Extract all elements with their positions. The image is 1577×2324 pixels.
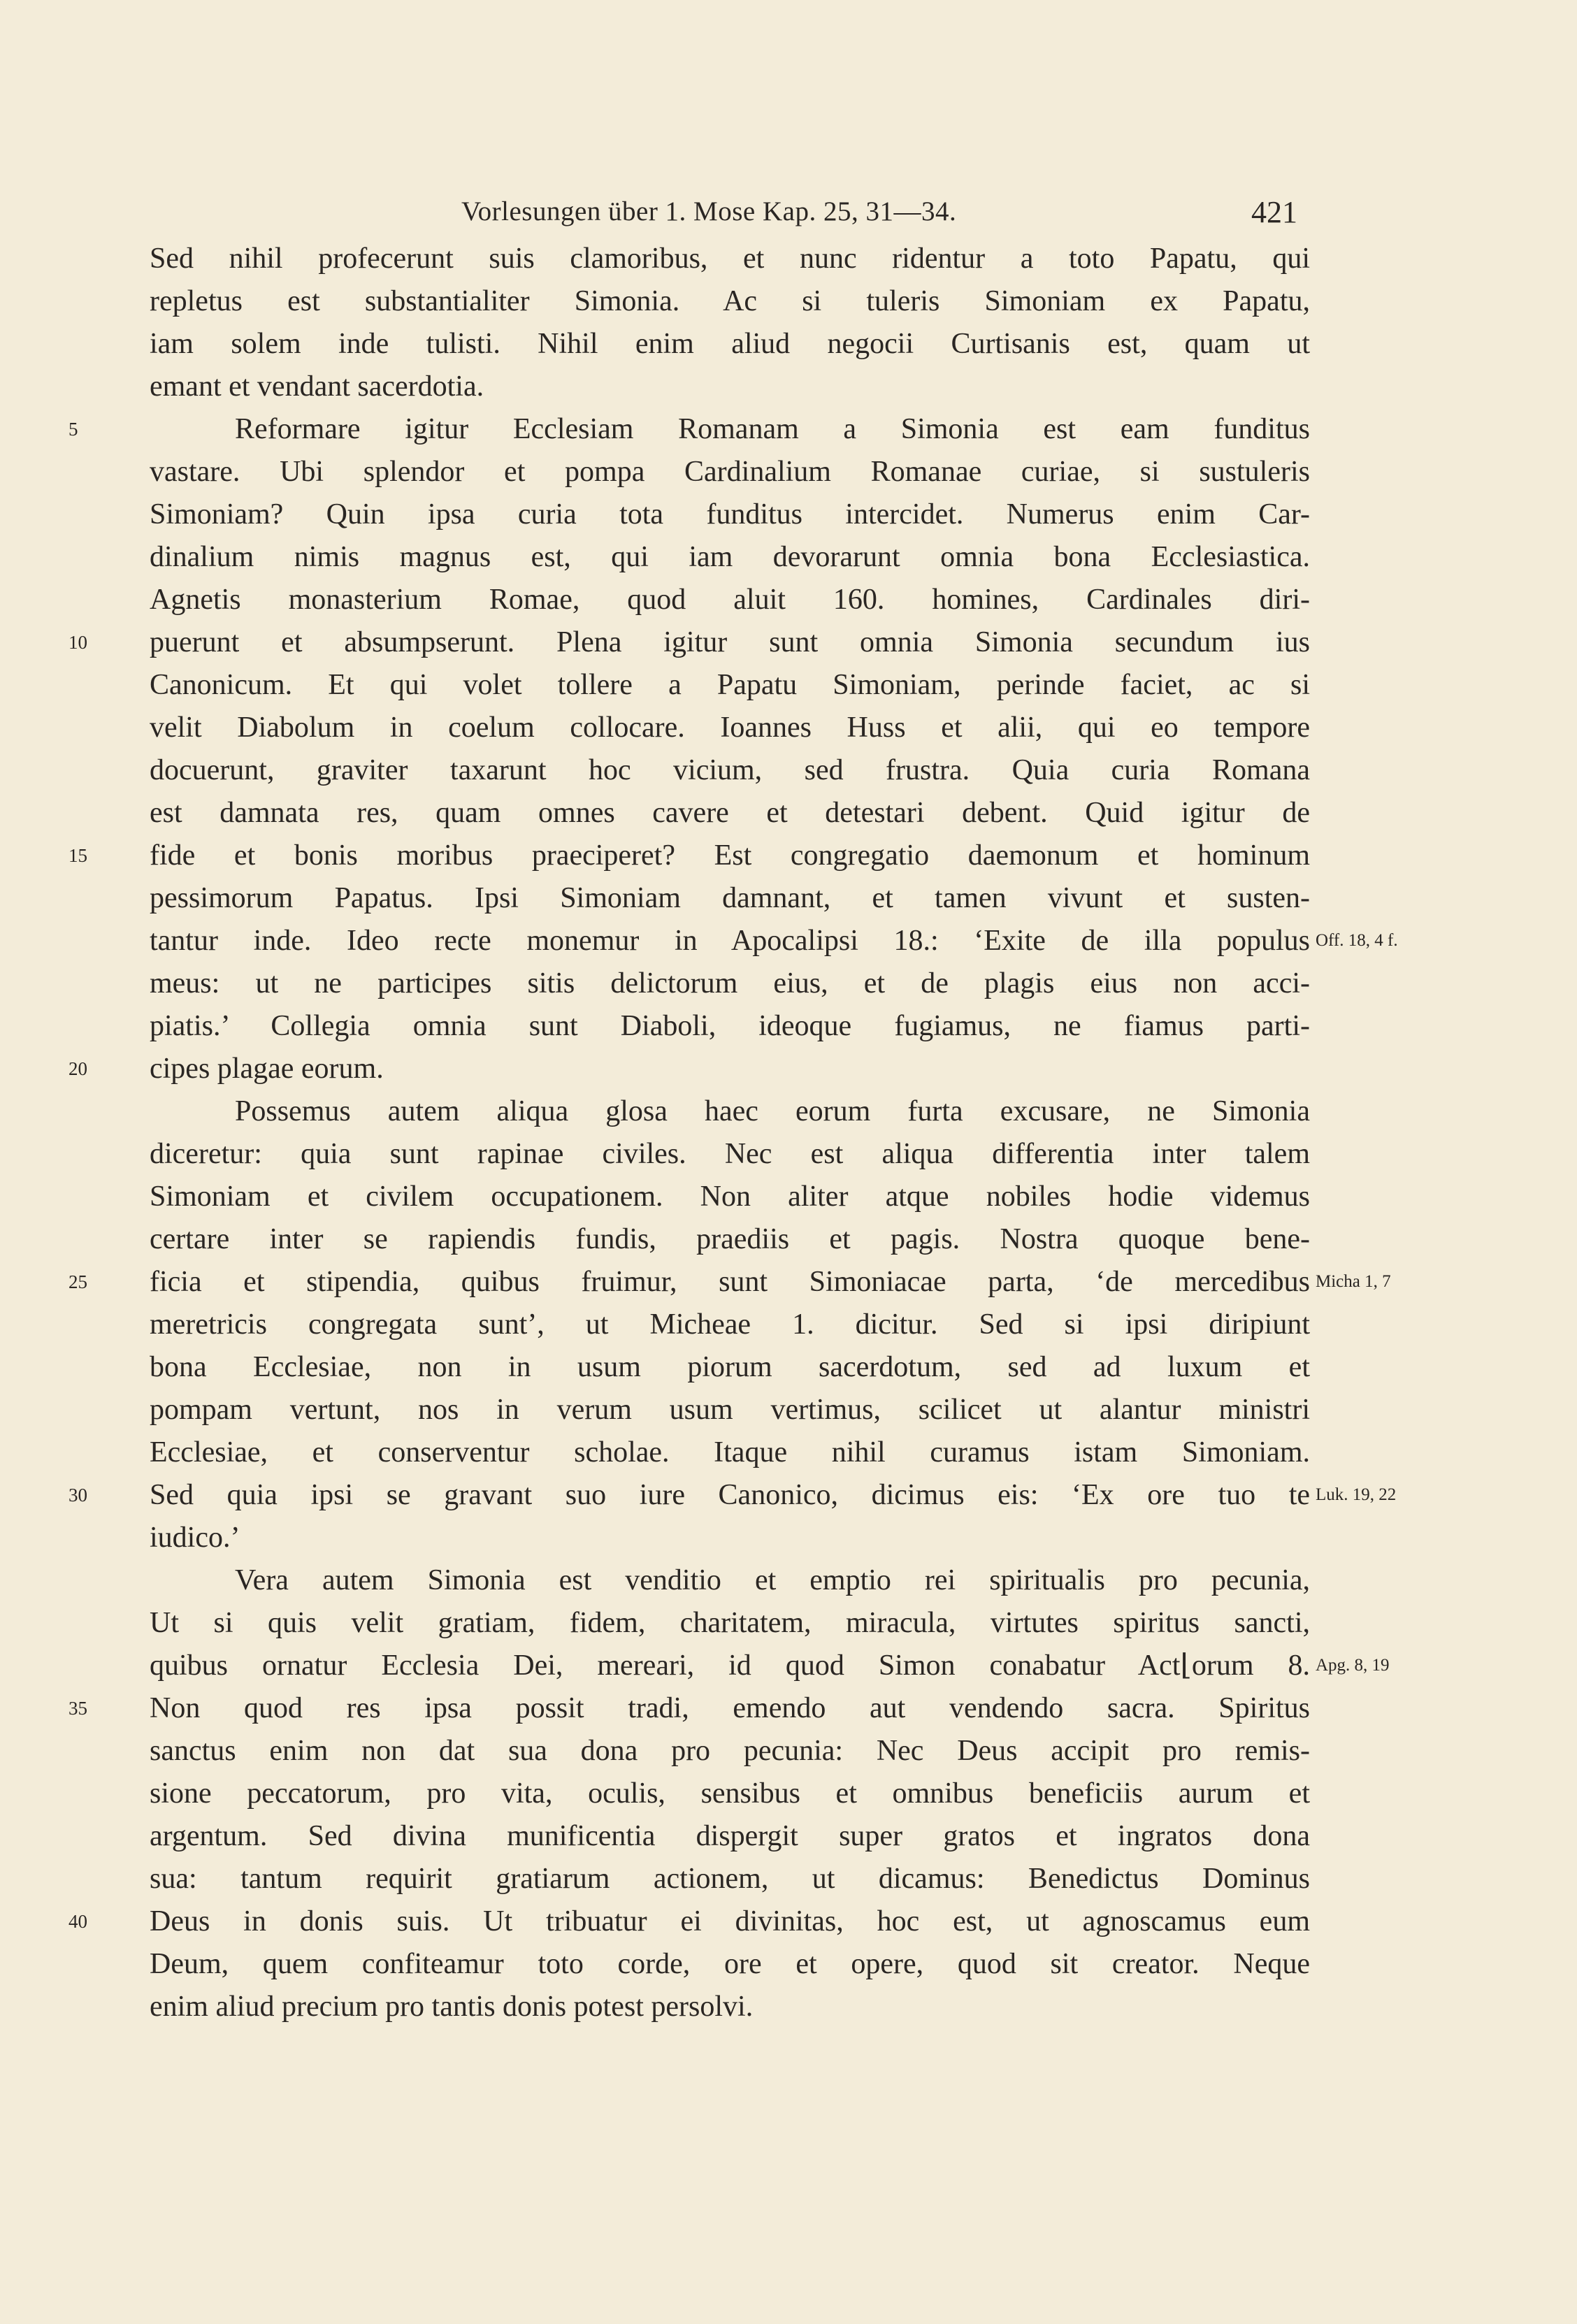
- text-line: velit Diabolum in coelum collocare. Ioannes Huss et alii, qui eo tempore: [150, 712, 1310, 744]
- text-line: argentum. Sed divina munificentia dispergit super gratos et ingratos dona: [150, 1820, 1310, 1852]
- text-line: piatis.’ Collegia omnia sunt Diaboli, ideoque fugiamus, ne fiamus parti-: [150, 1010, 1310, 1042]
- text-line: Agnetis monasterium Romae, quod aluit 160. homines, Cardinales diri-: [150, 584, 1310, 616]
- text-line: Possemus autem aliqua glosa haec eorum furta excusare, ne Simonia: [235, 1095, 1310, 1127]
- text-line: vastare. Ubi splendor et pompa Cardinalium Romanae curiae, si sustuleris: [150, 456, 1310, 488]
- text-line: fide et bonis moribus praeciperet? Est congregatio daemonum et hominum: [150, 839, 1310, 872]
- text-line: bona Ecclesiae, non in usum piorum sacerdotum, sed ad luxum et: [150, 1351, 1310, 1383]
- text-line: pessimorum Papatus. Ipsi Simoniam damnant, et tamen vivunt et susten-: [150, 882, 1310, 914]
- text-line: Ut si quis velit gratiam, fidem, charitatem, miracula, virtutes spiritus sancti,: [150, 1607, 1310, 1639]
- text-line: iudico.’: [150, 1522, 240, 1554]
- text-line: meus: ut ne participes sitis delictorum eius, et de plagis eius non acci-: [150, 967, 1310, 999]
- text-line: iam solem inde tulisti. Nihil enim aliud negocii Curtisanis est, quam ut: [150, 328, 1310, 360]
- text-line: quibus ornatur Ecclesia Dei, mereari, id quod Simon conabatur Act⌊orum 8.: [150, 1650, 1310, 1682]
- text-line: Simoniam et civilem occupationem. Non aliter atque nobiles hodie videmus: [150, 1181, 1310, 1213]
- text-line: cipes plagae eorum.: [150, 1053, 384, 1085]
- text-line: est damnata res, quam omnes cavere et detestari debent. Quid igitur de: [150, 797, 1310, 829]
- text-line: Non quod res ipsa possit tradi, emendo aut vendendo sacra. Spiritus: [150, 1692, 1310, 1724]
- margin-reference: Micha 1, 7: [1316, 1272, 1391, 1291]
- line-number: 35: [69, 1698, 87, 1719]
- line-number: 20: [69, 1058, 87, 1079]
- text-line: dinalium nimis magnus est, qui iam devorarunt omnia bona Ecclesiastica.: [150, 541, 1310, 573]
- text-line: Vera autem Simonia est venditio et emptio rei spiritualis pro pecunia,: [235, 1564, 1310, 1596]
- text-line: tantur inde. Ideo recte monemur in Apocalipsi 18.: ‘Exite de illa populus: [150, 925, 1310, 957]
- text-line: diceretur: quia sunt rapinae civiles. Nec est aliqua differentia inter talem: [150, 1138, 1310, 1170]
- line-number: 15: [69, 845, 87, 866]
- line-number: 25: [69, 1271, 87, 1292]
- text-line: Deus in donis suis. Ut tribuatur ei divinitas, hoc est, ut agnoscamus eum: [150, 1905, 1310, 1937]
- text-line: Deum, quem confiteamur toto corde, ore et opere, quod sit creator. Neque: [150, 1948, 1310, 1980]
- line-number: 10: [69, 632, 87, 653]
- page-number: 421: [1251, 195, 1297, 229]
- margin-reference: Off. 18, 4 f.: [1316, 931, 1398, 950]
- text-line: puerunt et absumpserunt. Plena igitur sunt omnia Simonia secundum ius: [150, 626, 1310, 658]
- text-line: Ecclesiae, et conserventur scholae. Itaque nihil curamus istam Simoniam.: [150, 1436, 1310, 1468]
- text-line: Sed quia ipsi se gravant suo iure Canonico, dicimus eis: ‘Ex ore tuo te: [150, 1479, 1310, 1511]
- margin-reference: Apg. 8, 19: [1316, 1656, 1390, 1675]
- margin-reference: Luk. 19, 22: [1316, 1485, 1397, 1504]
- text-line: Sed nihil profecerunt suis clamoribus, et nunc ridentur a toto Papatu, qui: [150, 243, 1310, 275]
- line-number: 40: [69, 1911, 87, 1932]
- running-header: Vorlesungen über 1. Mose Kap. 25, 31—34.: [461, 196, 957, 226]
- text-line: sua: tantum requirit gratiarum actionem, ut dicamus: Benedictus Dominus: [150, 1863, 1310, 1895]
- text-line: Canonicum. Et qui volet tollere a Papatu Simoniam, perinde faciet, ac si: [150, 669, 1310, 701]
- text-line: docuerunt, graviter taxarunt hoc vicium, sed frustra. Quia curia Romana: [150, 754, 1310, 786]
- text-line: repletus est substantialiter Simonia. Ac si tuleris Simoniam ex Papatu,: [150, 285, 1310, 317]
- text-line: ficia et stipendia, quibus fruimur, sunt Simoniacae parta, ‘de mercedibus: [150, 1266, 1310, 1298]
- text-line: emant et vendant sacerdotia.: [150, 370, 484, 403]
- line-number: 5: [69, 419, 78, 440]
- line-number: 30: [69, 1485, 87, 1506]
- text-line: Reformare igitur Ecclesiam Romanam a Simonia est eam funditus: [235, 413, 1310, 445]
- text-line: Simoniam? Quin ipsa curia tota funditus intercidet. Numerus enim Car-: [150, 498, 1310, 531]
- text-line: certare inter se rapiendis fundis, praediis et pagis. Nostra quoque bene-: [150, 1223, 1310, 1255]
- text-line: meretricis congregata sunt’, ut Micheae 1. dicitur. Sed si ipsi diripiunt: [150, 1308, 1310, 1341]
- text-line: sanctus enim non dat sua dona pro pecunia: Nec Deus accipit pro remis-: [150, 1735, 1310, 1767]
- text-line: enim aliud precium pro tantis donis potest persolvi.: [150, 1991, 754, 2023]
- text-line: sione peccatorum, pro vita, oculis, sensibus et omnibus beneficiis aurum et: [150, 1777, 1310, 1810]
- text-line: pompam vertunt, nos in verum usum vertimus, scilicet ut alantur ministri: [150, 1394, 1310, 1426]
